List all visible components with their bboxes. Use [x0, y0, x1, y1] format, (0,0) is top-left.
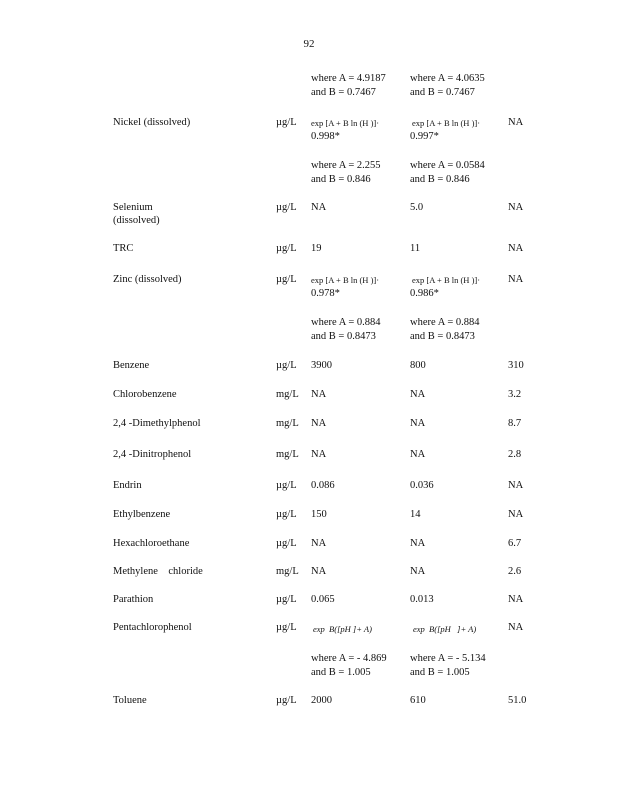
row0-col2-where: where A = 4.0635	[410, 73, 485, 84]
row1-col1-formula: exp [A + B ln (H )]·	[311, 118, 380, 128]
row14-col1-where: where A = - 4.869	[311, 653, 387, 664]
row15-col3: 51.0	[508, 695, 527, 706]
row4-col2-tail: 0.986*	[410, 288, 439, 299]
row1-col2-where: where A = 0.0584	[410, 160, 485, 171]
row5-col3: 310	[508, 360, 524, 371]
row3-col2: 11	[410, 243, 421, 254]
row7-col2: NA	[410, 418, 426, 429]
row6-unit: mg/L	[276, 389, 299, 400]
row14-col2-and: and B = 1.005	[410, 667, 470, 678]
row11-unit: µg/L	[276, 538, 297, 549]
row6-col2: NA	[410, 389, 426, 400]
row12-col3: 2.6	[508, 566, 522, 577]
row1-col1-and: and B = 0.846	[311, 174, 371, 185]
row4-col1-and: and B = 0.8473	[311, 331, 376, 342]
row5-unit: µg/L	[276, 360, 297, 371]
row1-col1-tail: 0.998*	[311, 131, 340, 142]
row8-col3: 2.8	[508, 449, 522, 460]
row3-parameter: TRC	[113, 243, 134, 254]
row13-unit: µg/L	[276, 594, 297, 605]
row10-col3: NA	[508, 509, 524, 520]
row4-col1-where: where A = 0.884	[311, 317, 381, 328]
row10-unit: µg/L	[276, 509, 297, 520]
row8-col2: NA	[410, 449, 426, 460]
row11-parameter: Hexachloroethane	[113, 538, 190, 549]
row7-col1: NA	[311, 418, 327, 429]
row12-col1: NA	[311, 566, 327, 577]
row3-col1: 19	[311, 243, 322, 254]
row11-col2: NA	[410, 538, 426, 549]
row2-unit: µg/L	[276, 202, 297, 213]
row13-col3: NA	[508, 594, 524, 605]
row1-col3: NA	[508, 117, 524, 128]
row9-col2: 0.036	[410, 480, 434, 491]
row4-unit: µg/L	[276, 274, 297, 285]
row4-col1-tail: 0.978*	[311, 288, 340, 299]
row4-col2-and: and B = 0.8473	[410, 331, 475, 342]
row2-parameter: Selenium	[113, 202, 153, 213]
row12-parameter: Methylene chloride	[113, 566, 203, 577]
row14-unit: µg/L	[276, 622, 297, 633]
row6-parameter: Chlorobenzene	[113, 389, 177, 400]
row4-parameter: Zinc (dissolved)	[113, 274, 182, 285]
row9-col1: 0.086	[311, 480, 335, 491]
row3-unit: µg/L	[276, 243, 297, 254]
row9-col3: NA	[508, 480, 524, 491]
row9-unit: µg/L	[276, 480, 297, 491]
row15-parameter: Toluene	[113, 695, 147, 706]
row10-parameter: Ethylbenzene	[113, 509, 171, 520]
row12-col2: NA	[410, 566, 426, 577]
row8-unit: mg/L	[276, 449, 299, 460]
row5-parameter: Benzene	[113, 360, 150, 371]
row14-col3: NA	[508, 622, 524, 633]
row0-col1-and: and B = 0.7467	[311, 87, 376, 98]
row0-col1-where: where A = 4.9187	[311, 73, 386, 84]
row5-col2: 800	[410, 360, 426, 371]
row1-col1-where: where A = 2.255	[311, 160, 381, 171]
row7-col3: 8.7	[508, 418, 522, 429]
row13-col2: 0.013	[410, 594, 434, 605]
row1-col2-formula: exp [A + B ln (H )]·	[412, 118, 481, 128]
row7-unit: mg/L	[276, 418, 299, 429]
row4-col2-formula: exp [A + B ln (H )]·	[412, 275, 481, 285]
row8-col1: NA	[311, 449, 327, 460]
row1-col2-tail: 0.997*	[410, 131, 439, 142]
row14-parameter: Pentachlorophenol	[113, 622, 192, 633]
row14-col1-and: and B = 1.005	[311, 667, 371, 678]
row4-col2-where: where A = 0.884	[410, 317, 480, 328]
row3-col3: NA	[508, 243, 524, 254]
row2-col2: 5.0	[410, 202, 424, 213]
row2-col1: NA	[311, 202, 327, 213]
row1-parameter: Nickel (dissolved)	[113, 117, 191, 128]
row14-col2-where: where A = - 5.134	[410, 653, 486, 664]
row4-col3: NA	[508, 274, 524, 285]
row10-col1: 150	[311, 509, 327, 520]
row0-col2-and: and B = 0.7467	[410, 87, 475, 98]
row9-parameter: Endrin	[113, 480, 142, 491]
row12-unit: mg/L	[276, 566, 299, 577]
row2-col3: NA	[508, 202, 524, 213]
row15-col1: 2000	[311, 695, 332, 706]
row6-col3: 3.2	[508, 389, 522, 400]
row13-col1: 0.065	[311, 594, 335, 605]
row13-parameter: Parathion	[113, 594, 154, 605]
row15-unit: µg/L	[276, 695, 297, 706]
row4-col1-formula: exp [A + B ln (H )]·	[311, 275, 380, 285]
row5-col1: 3900	[311, 360, 332, 371]
row14-col1-formula: exp B([pH ]+ A)	[313, 624, 372, 634]
row11-col3: 6.7	[508, 538, 522, 549]
row14-col2-formula: exp B([pH ]+ A)	[413, 624, 477, 634]
row10-col2: 14	[410, 509, 421, 520]
row8-parameter: 2,4 -Dinitrophenol	[113, 449, 192, 460]
row15-col2: 610	[410, 695, 426, 706]
row1-unit: µg/L	[276, 117, 297, 128]
page-number: 92	[303, 38, 315, 50]
row1-col2-and: and B = 0.846	[410, 174, 470, 185]
row2-parameter-line2: (dissolved)	[113, 215, 160, 226]
row11-col1: NA	[311, 538, 327, 549]
row7-parameter: 2,4 -Dimethylphenol	[113, 418, 201, 429]
row6-col1: NA	[311, 389, 327, 400]
